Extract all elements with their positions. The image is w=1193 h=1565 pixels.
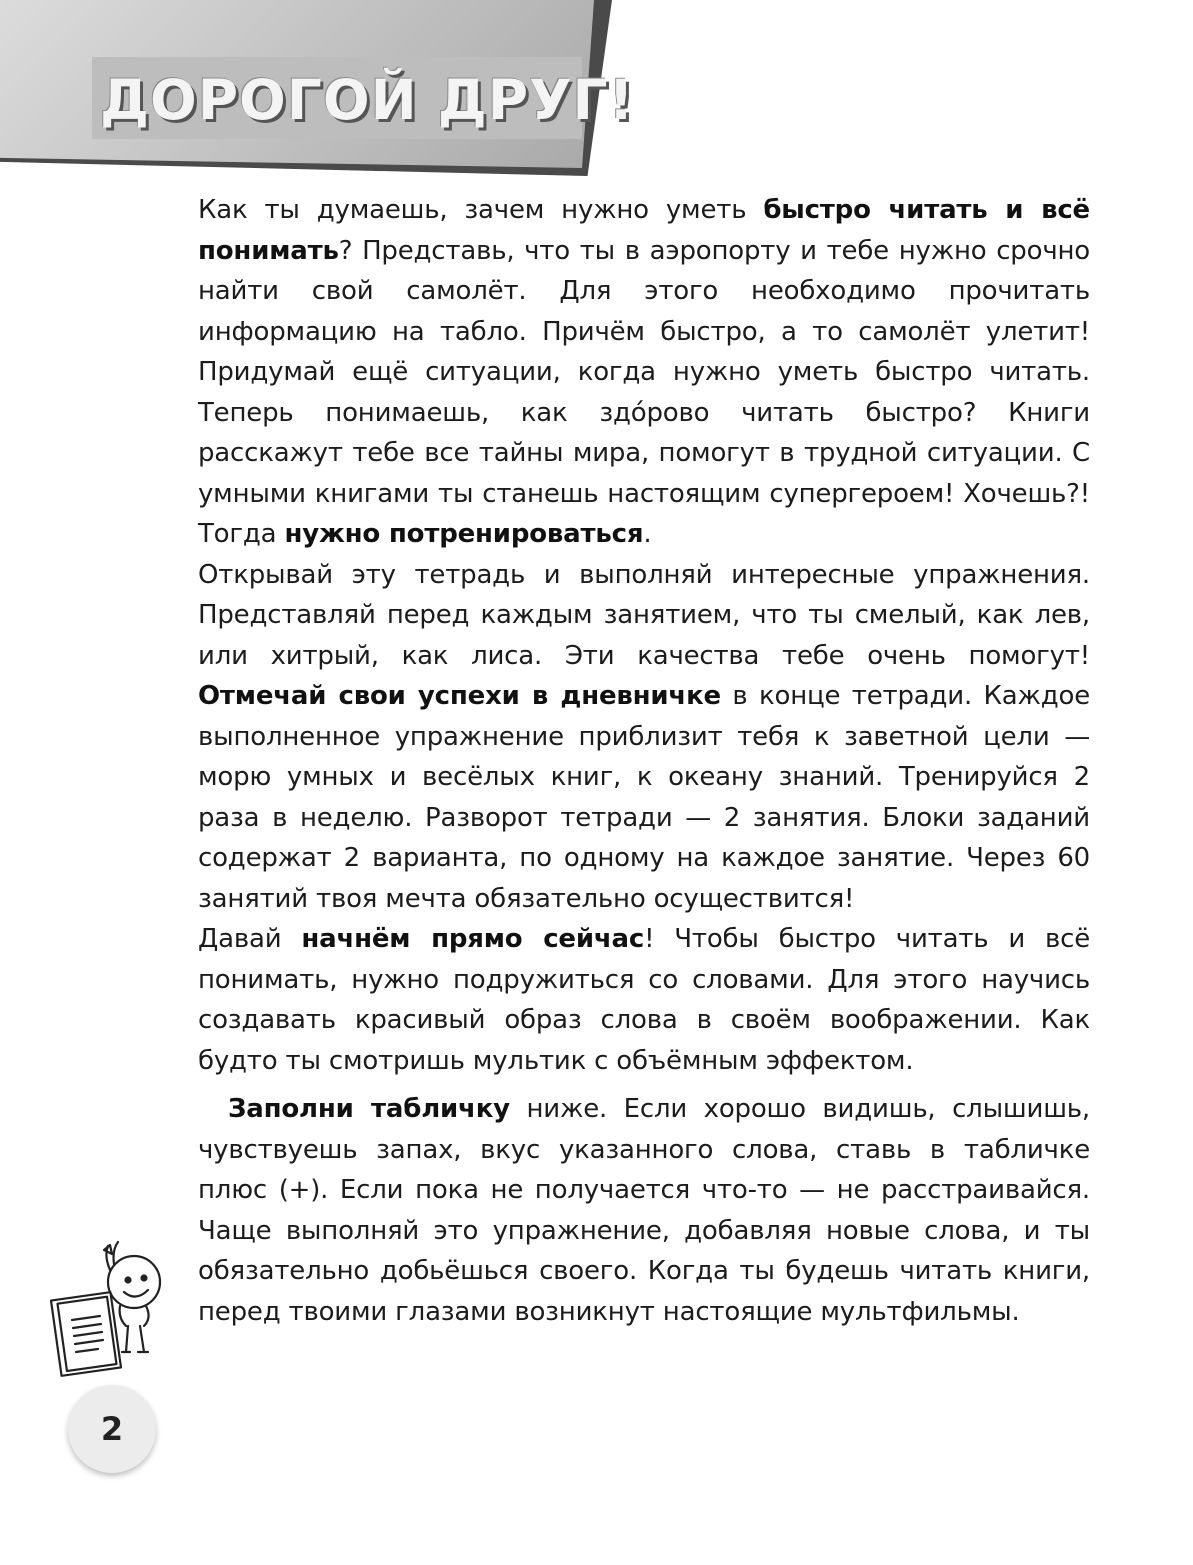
- text-run: .: [643, 519, 652, 549]
- paragraph-1: [198, 190, 1090, 555]
- paragraph-4: [198, 1089, 1090, 1332]
- bold-phrase: нужно потренироваться: [284, 519, 644, 549]
- page-number-badge: [68, 1385, 156, 1473]
- intro-text: [198, 190, 1090, 1332]
- girl-with-notebook-icon: [48, 1240, 188, 1390]
- paragraph-2: [198, 555, 1090, 920]
- text-run: ! Чтобы быстро читать и всё понимать, нужно подружиться со словами. Для этого научись создавать красивый образ слова в своём воображении. Как будто ты смотришь мультик с объёмным эффектом.: [198, 924, 1090, 1076]
- page-title: ДОРОГОЙ ДРУГ!: [100, 68, 635, 132]
- paragraph-3: [198, 919, 1090, 1081]
- text-run: Давай: [198, 924, 302, 954]
- bold-phrase: начнём прямо сейчас: [301, 924, 645, 954]
- text-run: Как ты думаешь, зачем нужно уметь: [198, 195, 764, 225]
- bold-phrase: Заполни табличку: [228, 1094, 510, 1124]
- bold-phrase: быстро читать и всё понимать: [198, 195, 1090, 266]
- text-run: в конце тетради. Каждое выполненное упражнение приблизит тебя к заветной цели — морю умных и весёлых книг, к океану знаний. Тренируйся 2 раза в неделю. Разворот тетради — 2 занятия. Блоки заданий содержат 2 варианта, по одному на каждое занятие. Через 60 занятий твоя мечта обязательно осуществится!: [198, 681, 1090, 914]
- text-run: Открывай эту тетрадь и выполняй интересные упражнения. Представляй перед каждым занятием, что ты смелый, как лев, или хитрый, как лиса. Эти качества тебе очень помогут!: [198, 559, 1090, 671]
- text-run: ниже. Если хорошо видишь, слышишь, чувствуешь запах, вкус указанного слова, ставь в табличке плюс (+). Если пока не получается что-то — не расстраивайся. Чаще выполняй это упражнение, добавляя новые слова, и ты обязательно добьёшься своего. Когда ты будешь читать книги, перед твоими глазами возникнут настоящие мультфильмы.: [198, 1094, 1090, 1327]
- page-number: 2: [100, 1410, 124, 1448]
- bold-phrase: Отмечай свои успехи в дневничке: [198, 681, 721, 711]
- text-run: ? Представь, что ты в аэропорту и тебе нужно срочно найти свой самолёт. Для этого необходимо прочитать информацию на табло. Причём быстро, а то самолёт улетит! Придумай ещё ситуации, когда нужно уметь быстро читать. Теперь понимаешь, как здóрово читать быстро? Книги расскажут тебе все тайны мира, помогут в трудной ситуации. С умными книгами ты станешь настоящим супергероем! Хочешь?! Тогда: [198, 235, 1090, 549]
